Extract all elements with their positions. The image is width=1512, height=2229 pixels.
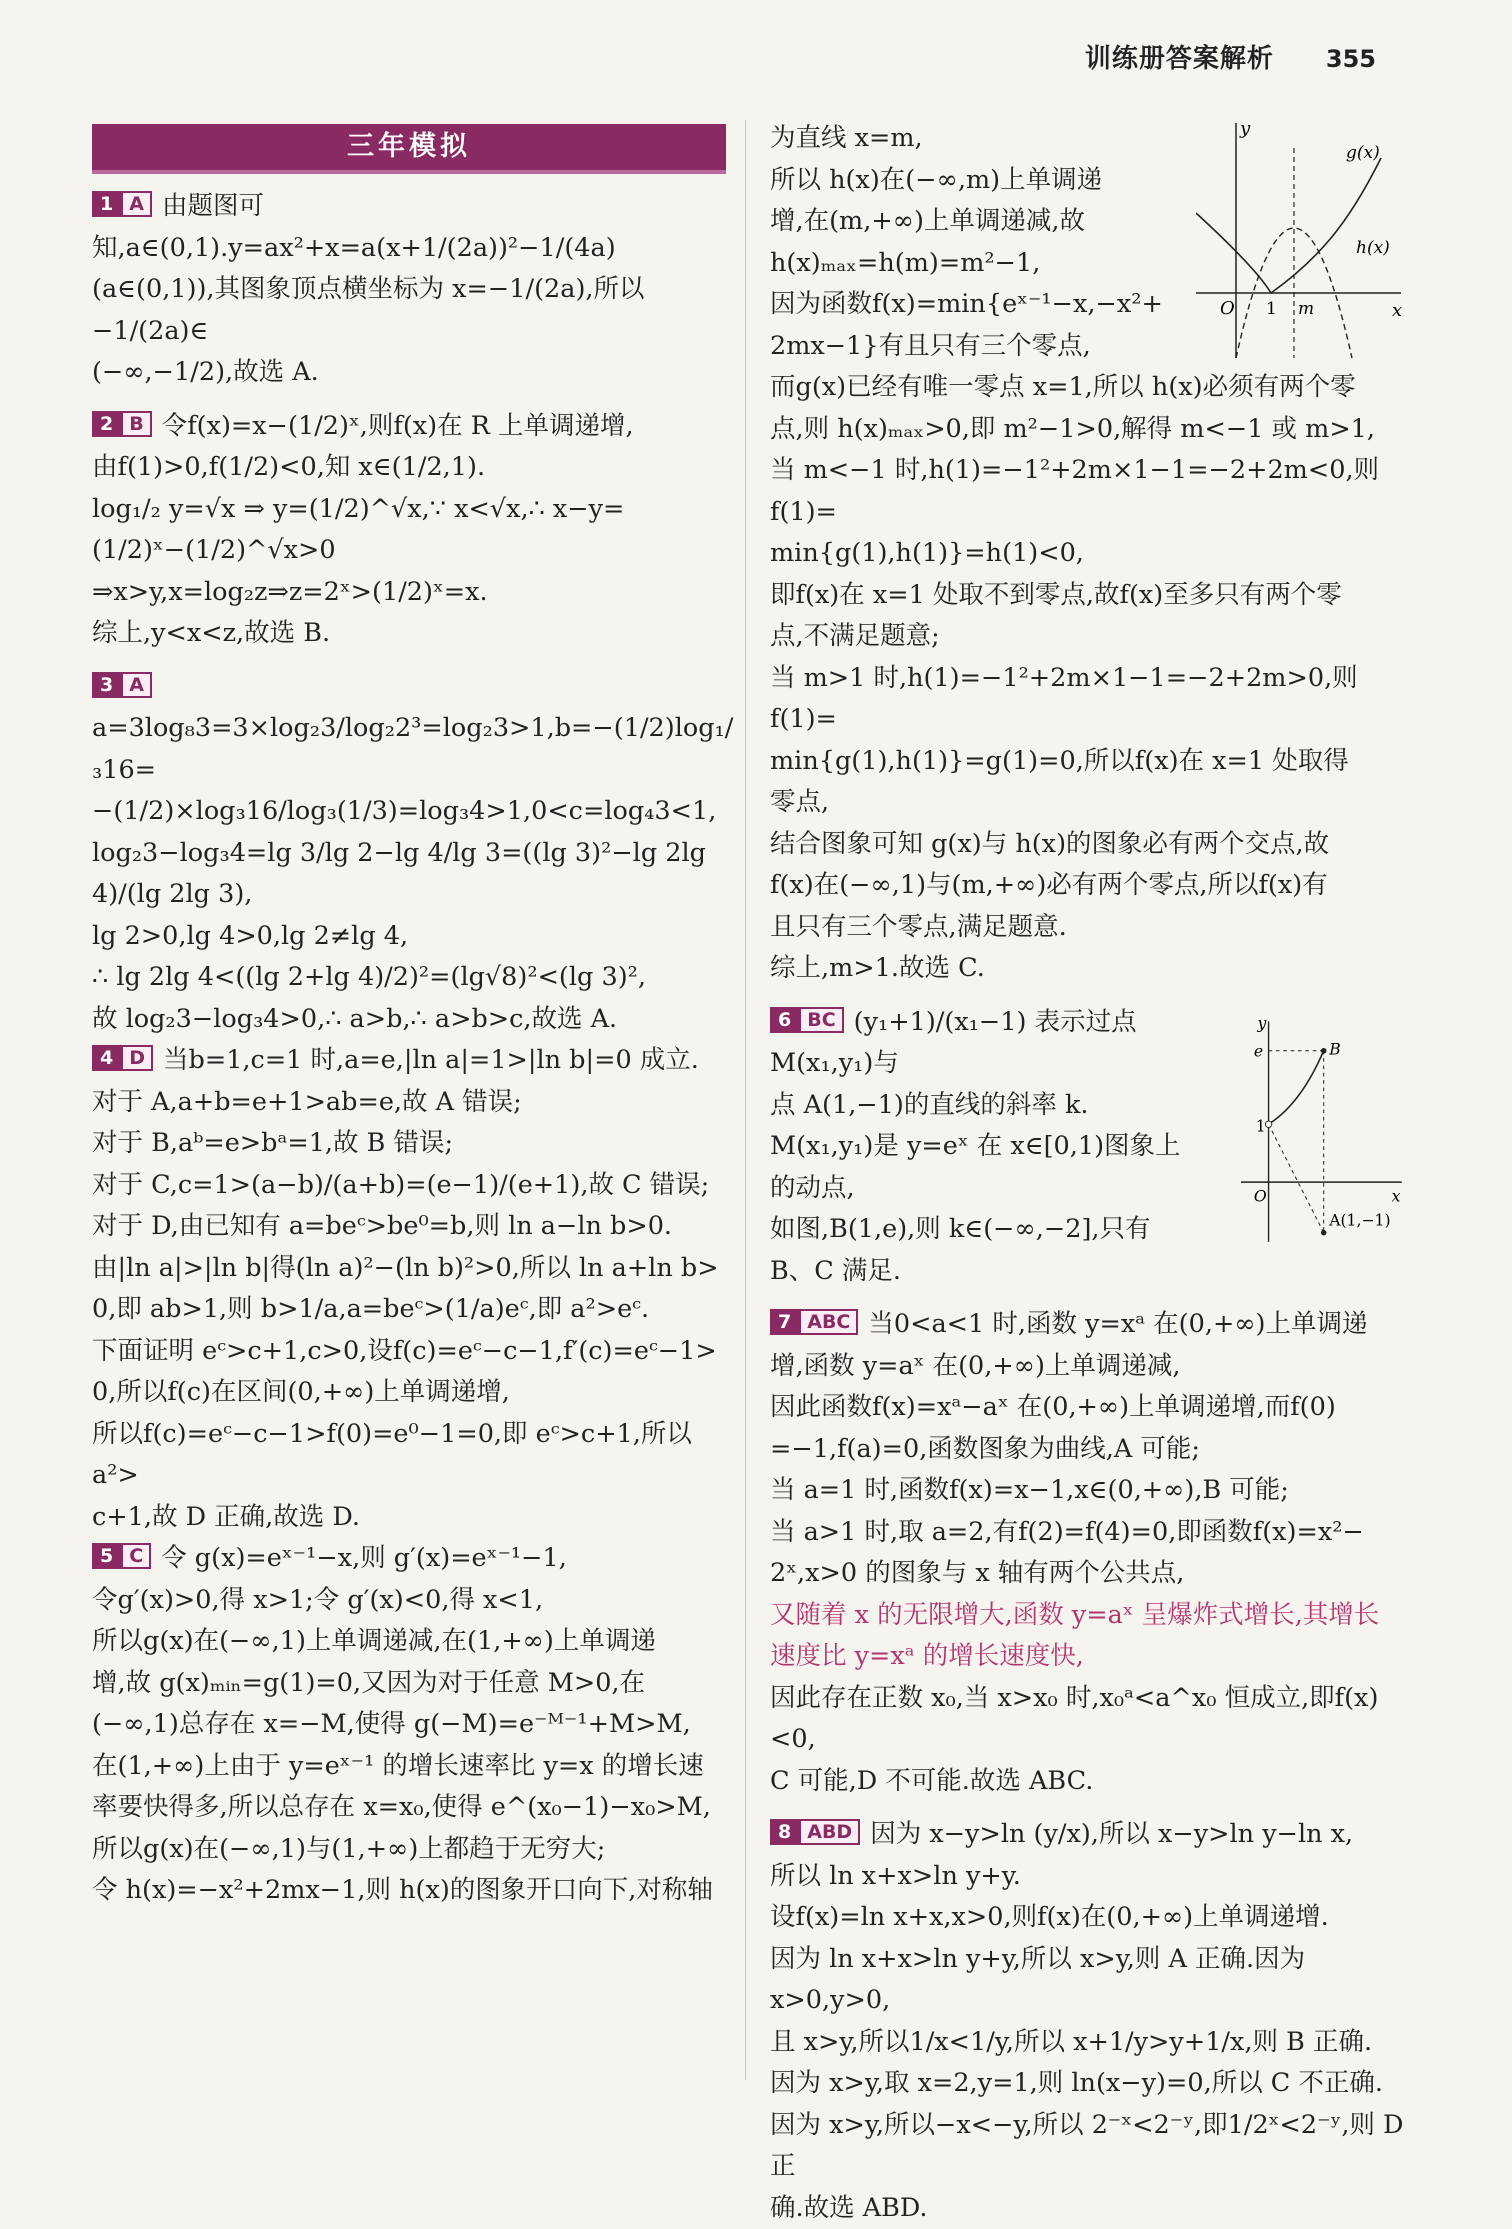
- point-B: [1321, 1047, 1327, 1053]
- origin-label: O: [1220, 298, 1235, 319]
- text-line: 当 a>1 时,取 a=2,有f(2)=f(4)=0,即函数f(x)=x²−: [770, 1512, 1406, 1554]
- text-line: log₂3−log₃4=lg 3/lg 2−lg 4/lg 3=((lg 3)²−lg 2lg 4)/(lg 2lg 3),: [92, 833, 726, 916]
- text-line: 因为 x−y>ln (y/x),所以 x−y>ln y−ln x,: [870, 1819, 1353, 1849]
- text-line: 因此函数f(x)=xᵃ−aˣ 在(0,+∞)上单调递增,而f(0): [770, 1387, 1406, 1429]
- h-label: h(x): [1356, 238, 1390, 258]
- tick-1-label: 1: [1266, 299, 1277, 319]
- text-line: 在(1,+∞)上由于 y=eˣ⁻¹ 的增长速率比 y=x 的增长速: [92, 1746, 726, 1788]
- text-line: 点,则 h(x)ₘₐₓ>0,即 m²−1>0,解得 m<−1 或 m>1,: [770, 409, 1406, 451]
- question-5: [92, 1538, 726, 1912]
- y-axis-label: y: [1239, 118, 1251, 139]
- question-4: [92, 1040, 726, 1538]
- text-line: ⇒x>y,x=log₂z⇒z=2ˣ>(1/2)ˣ=x.: [92, 572, 726, 614]
- tick-1-label: 1: [1255, 1117, 1265, 1135]
- text-line: 令f(x)=x−(1/2)ˣ,则f(x)在 R 上单调递增,: [162, 411, 634, 441]
- g-label: g(x): [1346, 143, 1380, 163]
- text-line: 点 A(1,−1)的直线的斜率 k.: [770, 1085, 1233, 1127]
- graph-exp-figure: [1241, 1002, 1406, 1252]
- answer-tag: 6 BC: [770, 1007, 844, 1033]
- text-line: 点,不满足题意;: [770, 616, 1406, 658]
- text-line: 因此存在正数 x₀,当 x>x₀ 时,x₀ᵃ<a^x₀ 恒成立,即f(x)<0,: [770, 1678, 1406, 1761]
- text-line: 所以 ln x+x>ln y+y.: [770, 1856, 1406, 1898]
- text-line: 零点,: [770, 782, 1406, 824]
- answer-tag: 1 A: [92, 191, 152, 217]
- text-line: 令g′(x)>0,得 x>1;令 g′(x)<0,得 x<1,: [92, 1580, 726, 1622]
- text-line: 的动点,: [770, 1168, 1233, 1210]
- page-number: 355: [1326, 45, 1376, 73]
- text-line: 当 a=1 时,函数f(x)=x−1,x∈(0,+∞),B 可能;: [770, 1470, 1406, 1512]
- answer-tag: 8 ABD: [770, 1819, 860, 1845]
- text-line: lg 2>0,lg 4>0,lg 2≠lg 4,: [92, 916, 726, 958]
- text-line: 0,即 ab>1,则 b>1/a,a=beᶜ>(1/a)eᶜ,即 a²>eᶜ.: [92, 1289, 726, 1331]
- text-line: 对于 C,c=1>(a−b)/(a+b)=(e−1)/(e+1),故 C 错误;: [92, 1165, 726, 1207]
- text-line: 因为 ln x+x>ln y+y,所以 x>y,则 A 正确.因为 x>0,y>0,: [770, 1939, 1406, 2022]
- page-header: [1085, 38, 1376, 75]
- text-line: 增,在(m,+∞)上单调递减,故: [770, 201, 1188, 243]
- text-line: 故 log₂3−log₃4>0,∴ a>b,∴ a>b>c,故选 A.: [92, 999, 726, 1041]
- text-line: 0,所以f(c)在区间(0,+∞)上单调递增,: [92, 1372, 726, 1414]
- x-axis-label: x: [1391, 1187, 1400, 1205]
- text-line: 因为函数f(x)=min{eˣ⁻¹−x,−x²+: [770, 284, 1188, 326]
- text-line: (y₁+1)/(x₁−1) 表示过点 M(x₁,y₁)与: [770, 1007, 1137, 1079]
- text-line: 确.故选 ABD.: [770, 2188, 1406, 2229]
- text-line: 所以g(x)在(−∞,1)与(1,+∞)上都趋于无穷大;: [92, 1829, 726, 1871]
- text-line: 因为 x>y,取 x=2,y=1,则 ln(x−y)=0,所以 C 不正确.: [770, 2063, 1406, 2105]
- text-line: 结合图象可知 g(x)与 h(x)的图象必有两个交点,故: [770, 824, 1406, 866]
- text-line: 当0<a<1 时,函数 y=xᵃ 在(0,+∞)上单调递: [868, 1309, 1367, 1339]
- text-line: 由题图可知,a∈(0,1).y=ax²+x=a(x+1/(2a))²−1/(4a): [92, 191, 616, 263]
- text-line: 综上,m>1.故选 C.: [770, 948, 1406, 990]
- text-line: 由|ln a|>|ln b|得(ln a)²−(ln b)²>0,所以 ln a+ln b>: [92, 1248, 726, 1290]
- text-line: =−1,f(a)=0,函数图象为曲线,A 可能;: [770, 1429, 1406, 1471]
- text-line: min{g(1),h(1)}=g(1)=0,所以f(x)在 x=1 处取得: [770, 741, 1406, 783]
- answer-tag: 3 A: [92, 672, 152, 698]
- section-title: 三年模拟: [92, 124, 726, 174]
- text-line: B、C 满足.: [770, 1251, 1233, 1293]
- right-column: [770, 118, 1406, 2229]
- tick-m-label: m: [1298, 299, 1314, 319]
- left-column: [92, 118, 726, 1912]
- answer-tag: 2 B: [92, 411, 152, 437]
- text-line: a=3log₈3=3×log₂3/log₂2³=log₂3>1,b=−(1/2)log₁/₃16=: [92, 713, 733, 785]
- text-line: f(x)在(−∞,1)与(m,+∞)必有两个零点,所以f(x)有: [770, 865, 1406, 907]
- question-2: [92, 406, 726, 655]
- answer-tag: 7 ABC: [770, 1309, 858, 1335]
- text-line: 增,函数 y=aˣ 在(0,+∞)上单调递减,: [770, 1346, 1406, 1388]
- text-line: log₁/₂ y=√x ⇒ y=(1/2)^√x,∵ x<√x,∴ x−y=(1/2)ˣ−(1/2)^√x>0: [92, 489, 726, 572]
- text-line: M(x₁,y₁)是 y=eˣ 在 x∈[0,1)图象上: [770, 1126, 1233, 1168]
- text-line: 率要快得多,所以总存在 x=x₀,使得 e^(x₀−1)−x₀>M,: [92, 1787, 726, 1829]
- x-axis-label: x: [1392, 300, 1402, 321]
- text-line: 所以g(x)在(−∞,1)上单调递减,在(1,+∞)上单调递: [92, 1621, 726, 1663]
- text-line: 2ˣ,x>0 的图象与 x 轴有两个公共点,: [770, 1553, 1406, 1595]
- slope-dash-line: [1268, 1124, 1323, 1232]
- text-line: 且 x>y,所以1/x<1/y,所以 x+1/y>y+1/x,则 B 正确.: [770, 2022, 1406, 2064]
- question-1: [92, 186, 726, 394]
- text-line: 为直线 x=m,: [770, 118, 1188, 160]
- text-line: 令 h(x)=−x²+2mx−1,则 h(x)的图象开口向下,对称轴: [92, 1870, 726, 1912]
- question-6: [770, 1002, 1406, 1293]
- exp-curve: [1268, 1050, 1323, 1124]
- g-curve: [1196, 158, 1381, 293]
- question-3: [92, 667, 726, 1041]
- text-line: 当b=1,c=1 时,a=e,|ln a|=1>|ln b|=0 成立.: [163, 1045, 699, 1075]
- text-line: 设f(x)=ln x+x,x>0,则f(x)在(0,+∞)上单调递增.: [770, 1897, 1406, 1939]
- graph-g-h-figure: [1196, 118, 1406, 358]
- text-line: 且只有三个零点,满足题意.: [770, 907, 1406, 949]
- question-5-continued: [770, 118, 1406, 367]
- text-line: 对于 B,aᵇ=e>bᵃ=1,故 B 错误;: [92, 1123, 726, 1165]
- header-title: 训练册答案解析: [1085, 38, 1274, 75]
- question-7: [770, 1304, 1406, 1802]
- origin-label: O: [1253, 1187, 1266, 1205]
- answer-tag: 4 D: [92, 1045, 153, 1071]
- y-axis-label: y: [1256, 1014, 1266, 1032]
- highlight-line: 又随着 x 的无限增大,函数 y=aˣ 呈爆炸式增长,其增长: [770, 1595, 1406, 1637]
- text-line: 2mx−1}有且只有三个零点,: [770, 326, 1188, 368]
- point-B-label: B: [1328, 1040, 1340, 1058]
- text-line: C 可能,D 不可能.故选 ABC.: [770, 1761, 1406, 1803]
- text-line: h(x)ₘₐₓ=h(m)=m²−1,: [770, 243, 1188, 285]
- question-8: [770, 1814, 1406, 2229]
- text-line: 当 m>1 时,h(1)=−1²+2m×1−1=−2+2m>0,则f(1)=: [770, 658, 1406, 741]
- text-line: 当 m<−1 时,h(1)=−1²+2m×1−1=−2+2m<0,则f(1)=: [770, 450, 1406, 533]
- answer-tag: 5 C: [92, 1543, 151, 1569]
- text-line: 如图,B(1,e),则 k∈(−∞,−2],只有: [770, 1209, 1233, 1251]
- text-line: 即f(x)在 x=1 处取不到零点,故f(x)至多只有两个零: [770, 575, 1406, 617]
- text-line: 所以 h(x)在(−∞,m)上单调递: [770, 160, 1188, 202]
- text-line: 令 g(x)=eˣ⁻¹−x,则 g′(x)=eˣ⁻¹−1,: [161, 1543, 567, 1573]
- text-line: c+1,故 D 正确,故选 D.: [92, 1497, 726, 1539]
- text-line: 下面证明 eᶜ>c+1,c>0,设f(c)=eᶜ−c−1,f′(c)=eᶜ−1>: [92, 1331, 726, 1373]
- text-line: 增,故 g(x)ₘᵢₙ=g(1)=0,又因为对于任意 M>0,在: [92, 1663, 726, 1705]
- tick-e-label: e: [1253, 1042, 1262, 1060]
- column-divider: [745, 120, 746, 2080]
- text-line: 所以f(c)=eᶜ−c−1>f(0)=e⁰−1=0,即 eᶜ>c+1,所以 a²>: [92, 1414, 726, 1497]
- point-A-label: A(1,−1): [1328, 1211, 1390, 1229]
- text-line: 对于 A,a+b=e+1>ab=e,故 A 错误;: [92, 1082, 726, 1124]
- text-line: ∴ lg 2lg 4<((lg 2+lg 4)/2)²=(lg√8)²<(lg 3)²,: [92, 957, 726, 999]
- text-line: 而g(x)已经有唯一零点 x=1,所以 h(x)必须有两个零: [770, 367, 1406, 409]
- text-line: 对于 D,由已知有 a=beᶜ>be⁰=b,则 ln a−ln b>0.: [92, 1206, 726, 1248]
- text-line: (−∞,1)总存在 x=−M,使得 g(−M)=e⁻ᴹ⁻¹+M>M,: [92, 1704, 726, 1746]
- text-line: (a∈(0,1)),其图象顶点横坐标为 x=−1/(2a),所以−1/(2a)∈: [92, 269, 726, 352]
- open-point: [1265, 1121, 1271, 1127]
- text-line: (−∞,−1/2),故选 A.: [92, 352, 726, 394]
- text-line: 因为 x>y,所以−x<−y,所以 2⁻ˣ<2⁻ʸ,即1/2ˣ<2⁻ʸ,则 D 正: [770, 2105, 1406, 2188]
- highlight-line: 速度比 y=xᵃ 的增长速度快,: [770, 1636, 1406, 1678]
- text-line: 综上,y<x<z,故选 B.: [92, 613, 726, 655]
- text-line: 由f(1)>0,f(1/2)<0,知 x∈(1/2,1).: [92, 447, 726, 489]
- text-line: −(1/2)×log₃16/log₃(1/3)=log₃4>1,0<c=log₄3<1,: [92, 791, 726, 833]
- text-line: min{g(1),h(1)}=h(1)<0,: [770, 533, 1406, 575]
- point-A: [1321, 1229, 1327, 1235]
